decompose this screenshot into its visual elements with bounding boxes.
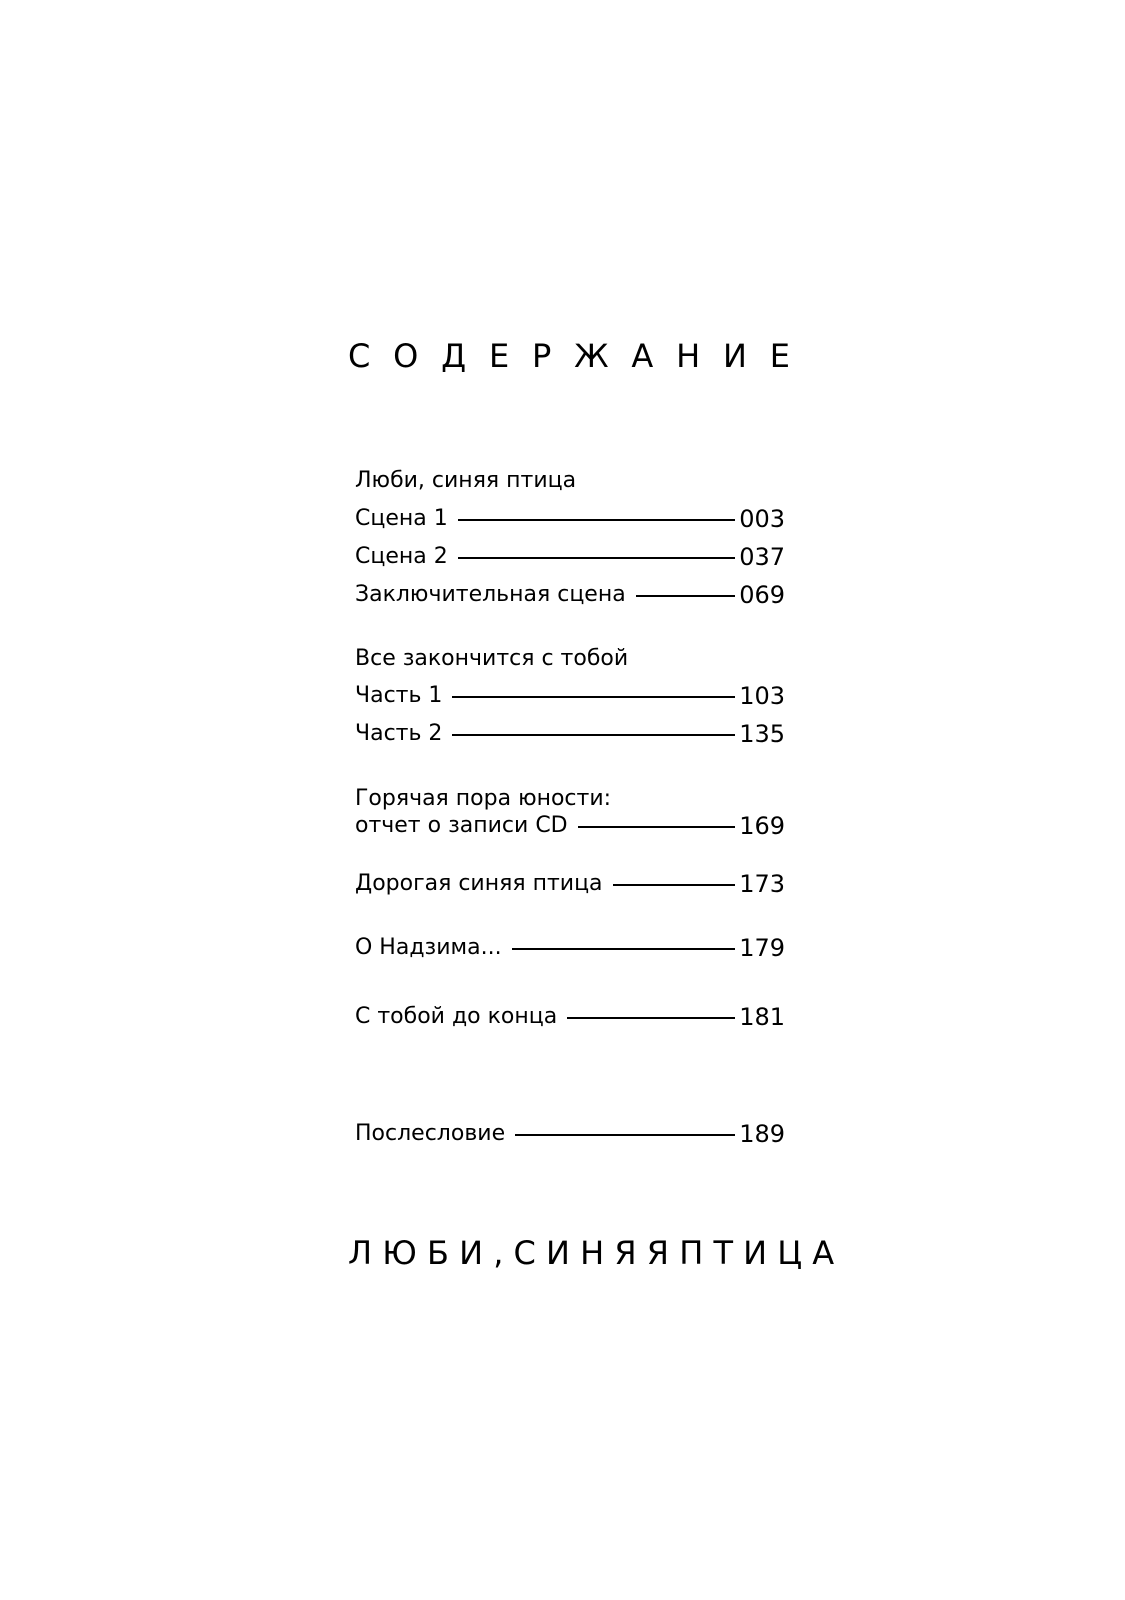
toc-entry-label: Дорогая синяя птица [355, 871, 603, 896]
toc-entry[interactable] [355, 811, 785, 841]
toc-entry-label: Заключительная сцена [355, 582, 626, 607]
toc-entry-page: 173 [739, 870, 785, 898]
toc-entry[interactable] [355, 933, 785, 963]
toc-entry-label: Сцена 2 [355, 544, 448, 569]
toc-entry-page: 103 [739, 682, 785, 710]
toc-leader-line [458, 519, 735, 521]
toc-entry[interactable] [355, 580, 785, 610]
toc-leader-line [515, 1134, 735, 1136]
toc-group-title: Все закончится с тобой [355, 646, 629, 671]
toc-entry[interactable] [355, 1002, 785, 1032]
toc-entry-label: С тобой до конца [355, 1004, 558, 1029]
toc-entry-label: Сцена 1 [355, 506, 448, 531]
toc-entry-page: 003 [739, 505, 785, 533]
toc-group-title: Горячая пора юности: [355, 786, 612, 811]
toc-entry-label: О Надзима... [355, 935, 502, 960]
toc-leader-line [452, 734, 735, 736]
toc-group-title: Люби, синяя птица [355, 468, 577, 493]
toc-entry[interactable] [355, 542, 785, 572]
toc-leader-line [512, 948, 736, 950]
toc-entry[interactable] [355, 869, 785, 899]
toc-entry-label: Послесловие [355, 1121, 506, 1146]
toc-entry-page: 037 [739, 543, 785, 571]
book-title: Л Ю Б И , С И Н Я Я П Т И Ц А [348, 1234, 835, 1272]
toc-entry-page: 181 [739, 1003, 785, 1031]
toc-entry-page: 135 [739, 720, 785, 748]
toc-leader-line [613, 884, 736, 886]
toc-entry[interactable] [355, 504, 785, 534]
toc-entry-page: 179 [739, 934, 785, 962]
toc-entry-label: отчет о записи CD [355, 813, 568, 838]
toc-leader-line [636, 595, 735, 597]
toc-entry-page: 189 [739, 1120, 785, 1148]
toc-leader-line [452, 696, 735, 698]
toc-entry[interactable] [355, 681, 785, 711]
toc-leader-line [458, 557, 735, 559]
toc-entry-label: Часть 1 [355, 683, 443, 708]
toc-entry-page: 069 [739, 581, 785, 609]
toc-heading: С О Д Е Р Ж А Н И Е [348, 337, 790, 375]
toc-entry-label: Часть 2 [355, 721, 443, 746]
toc-entry[interactable] [355, 719, 785, 749]
toc-leader-line [578, 826, 736, 828]
toc-entry-page: 169 [739, 812, 785, 840]
toc-entry[interactable] [355, 1119, 785, 1149]
toc-leader-line [567, 1017, 735, 1019]
